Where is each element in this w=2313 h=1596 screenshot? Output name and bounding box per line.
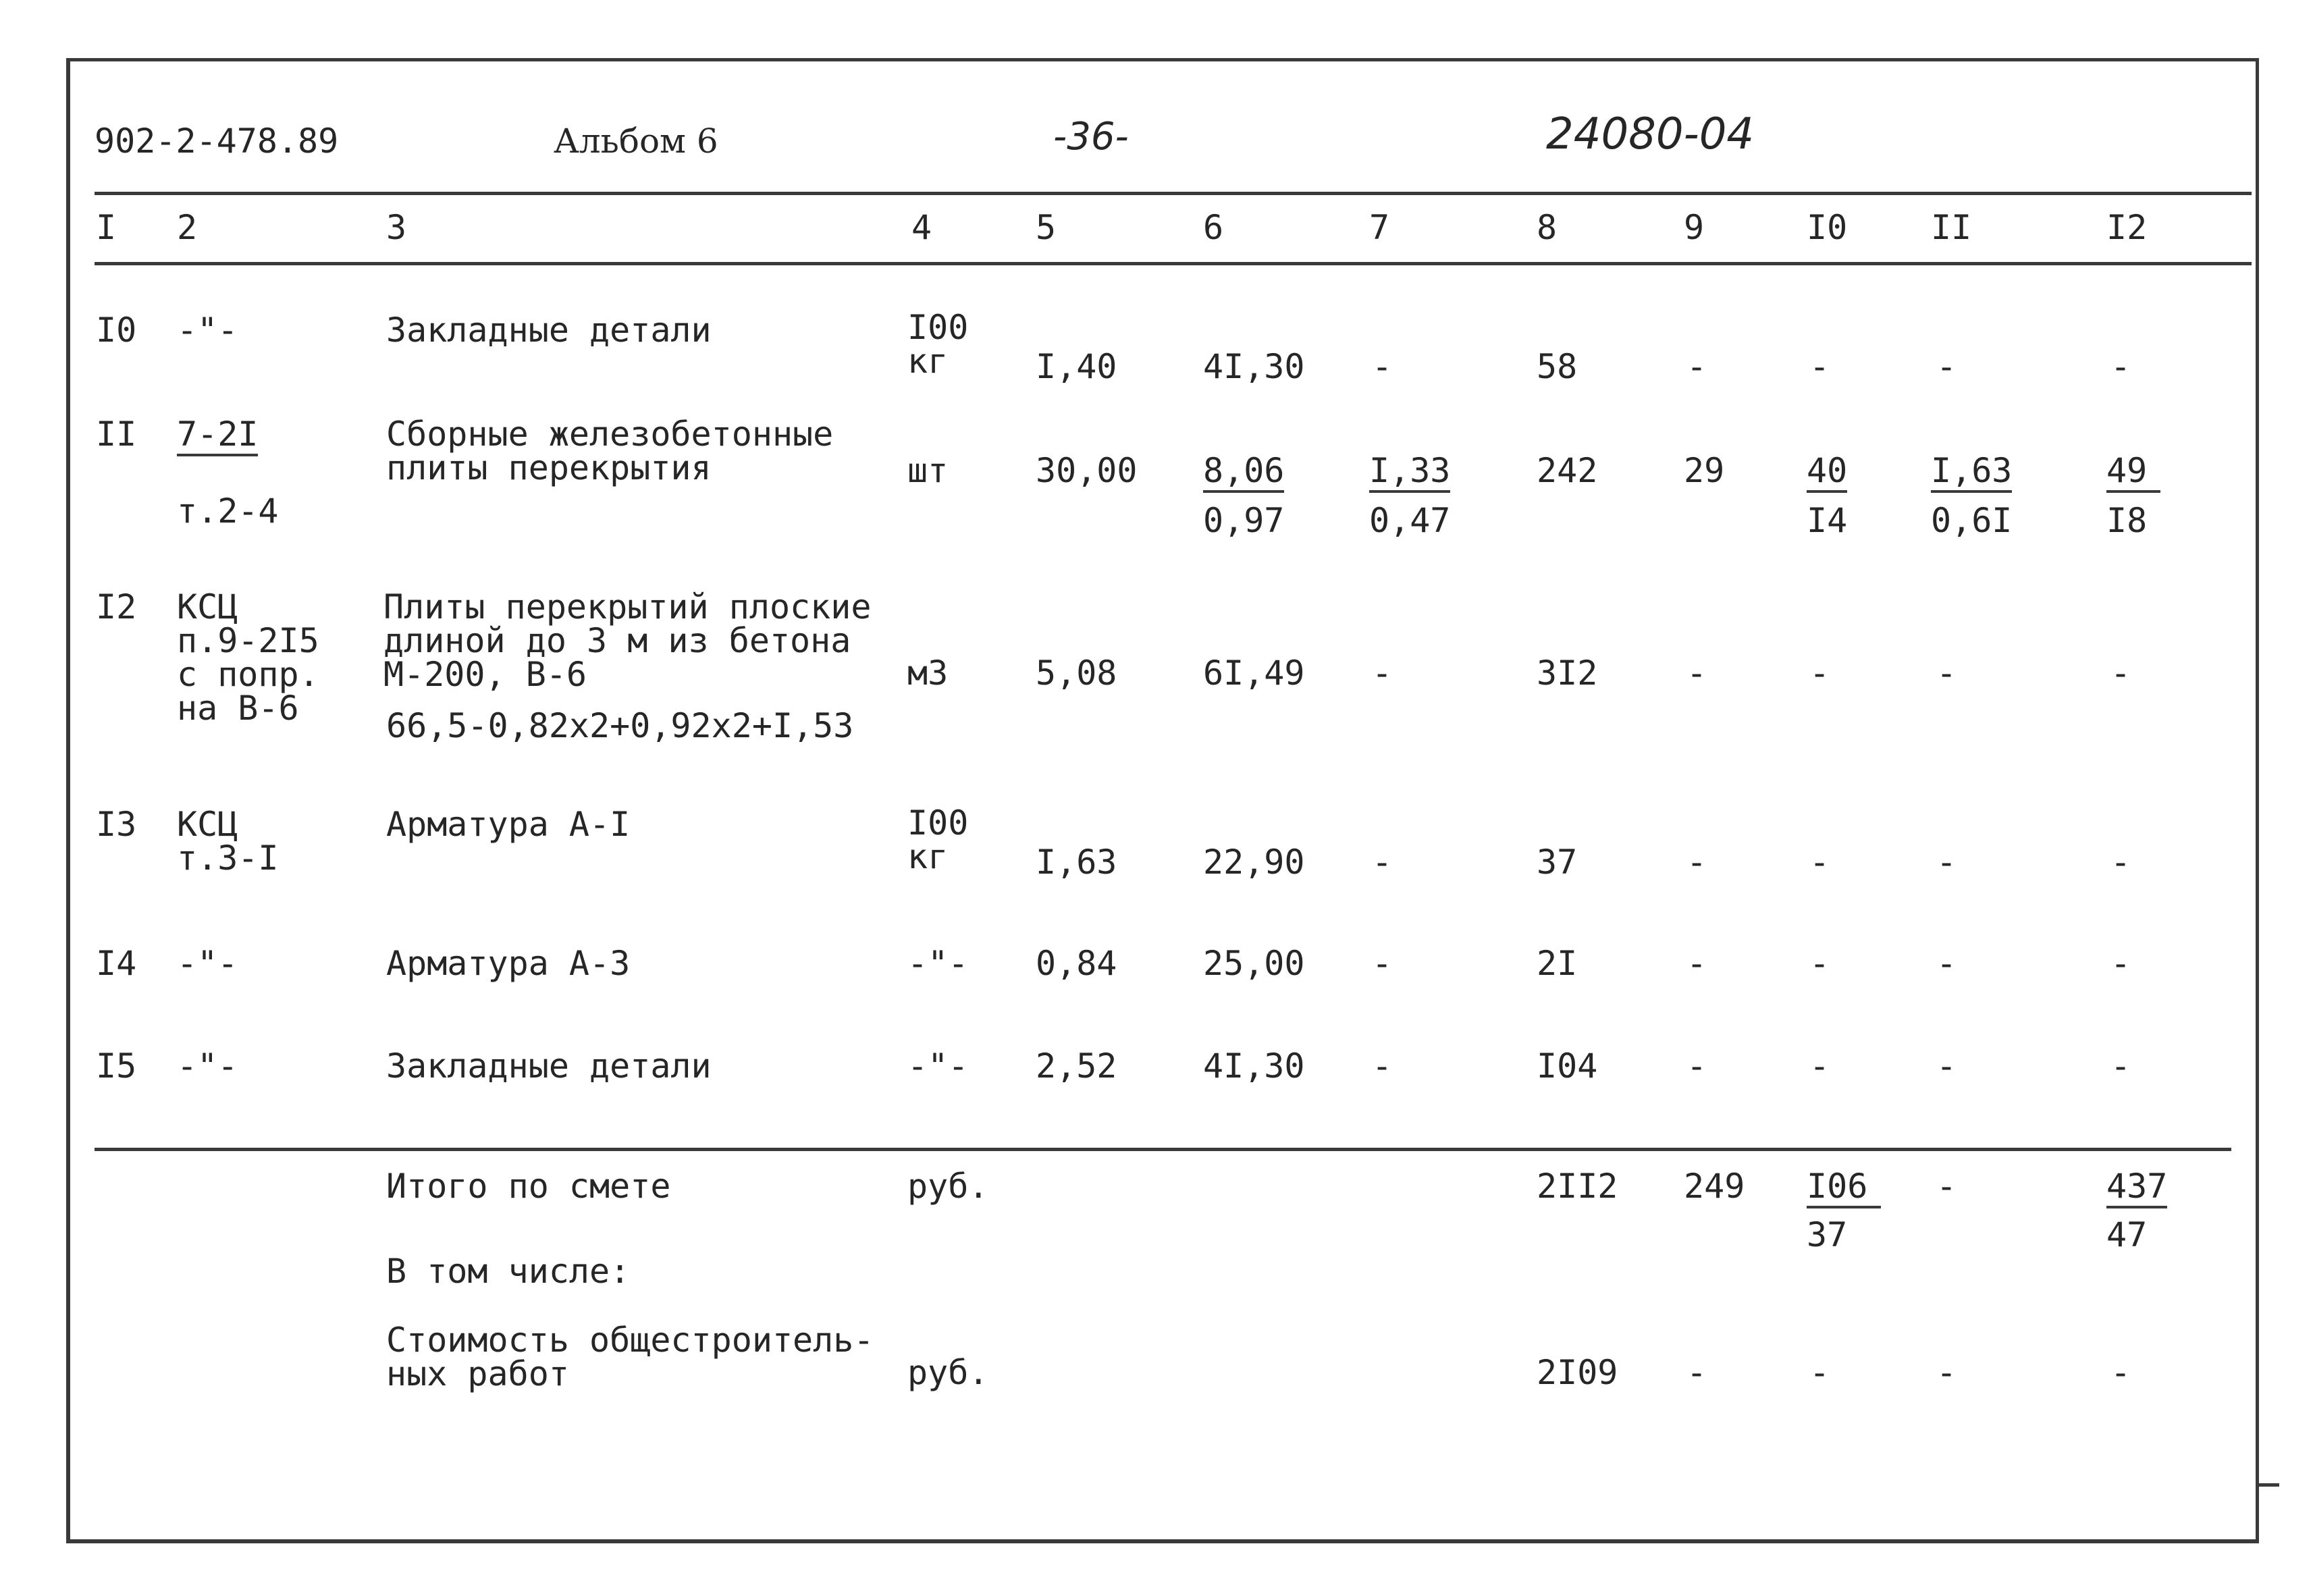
row-formula: 66,5-0,82х2+0,92х2+I,53 [386,706,854,745]
row-number: I0 [96,311,137,350]
header-rule-top [95,192,2252,195]
row-unit: -"- [907,1046,969,1086]
row-name: Сборные железобетонные плиты перекрытия [386,415,834,487]
row-reference: -"- [177,311,238,350]
totals-col11: - [1936,1167,1957,1206]
page-number: -36- [1053,115,1129,159]
row-col7: - [1372,843,1393,882]
row-col8: 37 [1537,843,1578,882]
general-works-col11: - [1936,1353,1957,1392]
row-col7: - [1372,654,1393,693]
row-number: I5 [96,1046,137,1086]
row-reference-bottom: т.2-4 [177,491,279,531]
frame-tick-mark [2259,1483,2279,1487]
row-unit: -"- [907,944,969,983]
row-col6: 25,00 [1203,944,1305,983]
header-rule-bottom [95,262,2252,265]
row-reference: -"- [177,1046,238,1086]
row-name: Плиты перекрытий плоские длиной до 3 м из бетона М-200, В-6 [383,587,872,694]
row-unit: I00 кг [907,308,969,381]
col-header-8: 8 [1537,208,1558,247]
row-col12: - [2110,1046,2131,1086]
row-col10: - [1809,1046,1830,1086]
row-col9: - [1686,1046,1707,1086]
row-col11: - [1936,347,1957,386]
col-header-9: 9 [1684,208,1705,247]
row-col8: 3I2 [1537,654,1598,693]
row-number: I2 [96,587,137,627]
row-col6: 4I,30 [1203,1046,1305,1086]
totals-col12-bottom: 47 [2106,1215,2148,1254]
totals-rule [95,1148,2231,1151]
totals-col9: 249 [1684,1167,1745,1206]
row-col11: - [1936,1046,1957,1086]
general-works-col9: - [1686,1353,1707,1392]
row-col6-bottom: 0,97 [1203,501,1285,540]
row-col7-top: I,33 [1369,452,1450,493]
row-col9: - [1686,944,1707,983]
row-col11-top: I,63 [1931,452,2012,493]
col-header-11: II [1931,208,1972,247]
row-col12-top: 49 [2106,452,2160,493]
row-number: I3 [96,805,137,844]
row-col9: 29 [1684,451,1725,490]
totals-label: Итого по смете [386,1167,671,1206]
row-quantity: 5,08 [1036,654,1117,693]
general-works-col8: 2I09 [1537,1353,1618,1392]
col-header-3: 3 [386,208,407,247]
row-col7: - [1372,1046,1393,1086]
row-col9: - [1686,347,1707,386]
row-col12: - [2110,347,2131,386]
row-unit: м3 [907,654,949,693]
row-quantity: I,63 [1036,843,1117,882]
row-col6: 22,90 [1203,843,1305,882]
general-works-col12: - [2110,1353,2131,1392]
including-label: В том числе: [386,1252,631,1291]
row-col9: - [1686,654,1707,693]
doc-code: 902-2-478.89 [95,122,339,161]
row-col10: - [1809,843,1830,882]
row-col11: - [1936,843,1957,882]
sheet-code: 24080-04 [1546,109,1755,159]
row-reference: КСЦ п.9-2I5 с попр. на В-6 [177,587,319,728]
general-works-unit: руб. [907,1353,989,1392]
row-quantity: 2,52 [1036,1046,1117,1086]
col-header-7: 7 [1369,208,1390,247]
col-header-5: 5 [1036,208,1057,247]
row-reference: -"- [177,944,238,983]
totals-unit: руб. [907,1167,989,1206]
row-col10: - [1809,347,1830,386]
row-col11-bottom: 0,6I [1931,501,2013,540]
row-col12-bottom: I8 [2106,501,2148,540]
album-label: Альбом 6 [554,122,718,161]
row-number: I4 [96,944,137,983]
totals-col12-top: 437 [2106,1168,2167,1208]
totals-col8: 2II2 [1537,1167,1618,1206]
row-unit: шт [907,451,949,490]
row-name: Закладные детали [386,1046,712,1086]
row-col9: - [1686,843,1707,882]
row-col8: 2I [1537,944,1578,983]
row-name: Закладные детали [386,311,712,350]
row-reference-top: 7-2I [177,416,258,456]
row-col7: - [1372,944,1393,983]
row-reference: КСЦ т.3-I [177,805,279,878]
row-col11: - [1936,944,1957,983]
row-col10: - [1809,654,1830,693]
row-quantity: 0,84 [1036,944,1117,983]
row-col12: - [2110,843,2131,882]
totals-col10-bottom: 37 [1807,1215,1848,1254]
row-col12: - [2110,944,2131,983]
col-header-10: I0 [1807,208,1848,247]
row-col10-bottom: I4 [1807,501,1848,540]
col-header-1: I [96,208,117,247]
row-unit: I00 кг [907,803,969,876]
row-col6: 4I,30 [1203,347,1305,386]
col-header-12: I2 [2106,208,2148,247]
row-number: II [96,415,137,454]
general-works-col10: - [1809,1353,1830,1392]
row-name: Арматура А-3 [386,944,631,983]
row-col7: - [1372,347,1393,386]
row-col10: - [1809,944,1830,983]
row-col6-top: 8,06 [1203,452,1284,493]
totals-col10-top: I06 [1807,1168,1881,1208]
general-works-label: Стоимость общестроитель- ных работ [386,1321,874,1393]
row-quantity: I,40 [1036,347,1117,386]
row-col8: 58 [1537,347,1578,386]
col-header-4: 4 [911,208,932,247]
row-col12: - [2110,654,2131,693]
row-col8: I04 [1537,1046,1598,1086]
row-quantity: 30,00 [1036,451,1138,490]
row-name: Арматура А-I [386,805,631,844]
row-col8: 242 [1537,451,1598,490]
row-col10-top: 40 [1807,452,1847,493]
row-col7-bottom: 0,47 [1369,501,1451,540]
col-header-6: 6 [1203,208,1224,247]
row-col11: - [1936,654,1957,693]
col-header-2: 2 [177,208,198,247]
row-col6: 6I,49 [1203,654,1305,693]
